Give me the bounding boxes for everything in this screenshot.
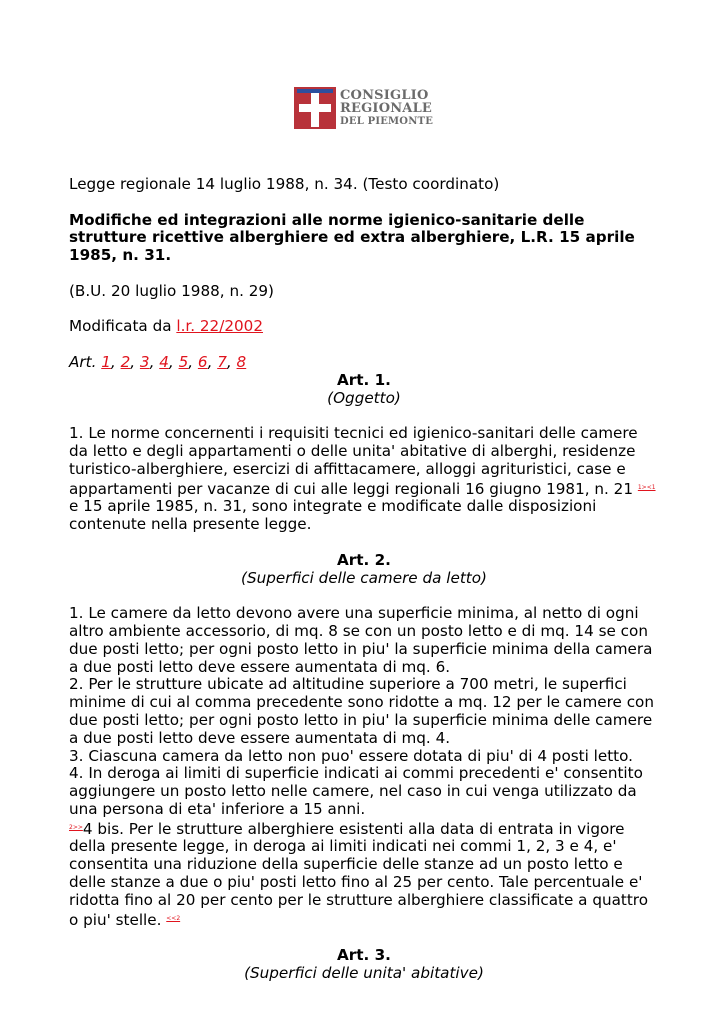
article-1-comma-1: 1. Le norme concernenti i requisiti tecnici ed igienico-sanitari delle camere da letto e degli appartamenti o delle unita' abitative di alberghi, residenze turistico-alberghiere, esercizi di affittacamere, alloggi agrituristici, case e appartamenti per vacanze di cui alle leggi regionali 16 giugno 1981, n. 21 $^{1><1}$ e 15 aprile 1985, n. 31, sono integrate e modificate dalle disposizioni contenute nella presente legge. <box>69 424 656 534</box>
note-2-close-link[interactable]: <<2 <box>166 914 181 922</box>
article-2-comma-1: 1. Le camere da letto devono avere una superficie minima, al netto di ogni altro ambiente accessorio, di mq. 8 se con un posto letto e di mq. 14 se con due posti letto; per ogni posto letto in piu' la superficie minima della camera a due posti letto deve essere aumentata di mq. 6. <box>69 604 653 676</box>
article-2-title: Art. 2. <box>337 550 391 569</box>
article-2-comma-3: 3. Ciascuna camera da letto non puo' essere dotata di piu' di 4 posti letto. <box>69 746 633 765</box>
consiglio-regionale-logo <box>294 87 434 129</box>
article-3-subtitle: (Superfici delle unita' abitative) <box>244 964 484 983</box>
article-link-6[interactable]: 6 <box>197 352 208 371</box>
article-link-7[interactable]: 7 <box>217 352 227 371</box>
article-link-8[interactable]: 8 <box>236 352 247 371</box>
lr-22-2002-link[interactable]: l.r. 22/2002 <box>176 317 263 336</box>
logo-line-2: REGIONALE <box>340 100 433 116</box>
law-heading: Legge regionale 14 luglio 1988, n. 34. (Testo coordinato) <box>69 175 500 193</box>
modified-by-line <box>69 318 659 336</box>
note-2-open-link[interactable]: 2>> <box>69 823 83 831</box>
article-link-4[interactable]: 4 <box>159 352 169 371</box>
logo-wordmark <box>340 89 433 128</box>
article-link-5[interactable]: 5 <box>178 352 189 371</box>
article-1-subtitle: (Oggetto) <box>327 388 401 407</box>
logo-line-3: DEL PIEMONTE <box>340 115 434 127</box>
article-1-title: Art. 1. <box>337 370 391 389</box>
law-title: Modifiche ed integrazioni alle norme igienico-sanitarie delle strutture ricettive alberghiere ed extra alberghiere, L.R. 15 aprile 1985, n. 31. <box>69 210 635 265</box>
modified-by-label: Modificata da <box>69 317 177 336</box>
article-2-comma-2: 2. Per le strutture ubicate ad altitudine superiore a 700 metri, le superfici minime di cui al comma precedente sono ridotte a mq. 12 per le camere con due posti letto; per ogni posto letto in piu' la superficie minima delle camere a due posti letto deve essere aumentata di mq. 4. <box>69 675 654 747</box>
article-link-1[interactable]: 1 <box>101 352 111 371</box>
article-index-label: Art. <box>69 352 102 371</box>
note-1-link[interactable]: 1><1 <box>637 483 656 491</box>
article-index: Art. 1, 2, 3, 4, 5, 6, 7, 8 <box>69 352 247 371</box>
bollettino-reference: (B.U. 20 luglio 1988, n. 29) <box>69 281 274 300</box>
article-link-2[interactable]: 2 <box>120 352 131 371</box>
article-2-comma-4-bis: $^{2>>}$4 bis. Per le strutture alberghiere esistenti alla data di entrata in vigore della presente legge, in deroga ai limiti indicati nei commi 1, 2, 3 e 4, e' consentita una riduzione della superficie delle stanze ad un posto letto e delle stanze a due o piu' posti letto fino al 25 per cento. Tale percentuale e' ridotta fino al 20 per cento per le strutture alberghiere classificate a quattro o piu' stelle. $^{<<2}$ <box>69 819 649 929</box>
article-2-comma-4: 4. In deroga ai limiti di superficie indicati ai commi precedenti e' consentito aggiungere un posto letto nelle camere, nel caso in cui venga utilizzato da una persona di eta' inferiore a 15 anni. <box>69 764 643 818</box>
law-text <box>69 176 659 983</box>
article-2-subtitle: (Superfici delle camere da letto) <box>241 568 487 587</box>
article-3-title: Art. 3. <box>337 946 391 965</box>
logo-line-1: CONSIGLIO <box>340 87 429 103</box>
article-link-3[interactable]: 3 <box>139 352 150 371</box>
piemonte-coat-of-arms-icon <box>294 87 336 129</box>
